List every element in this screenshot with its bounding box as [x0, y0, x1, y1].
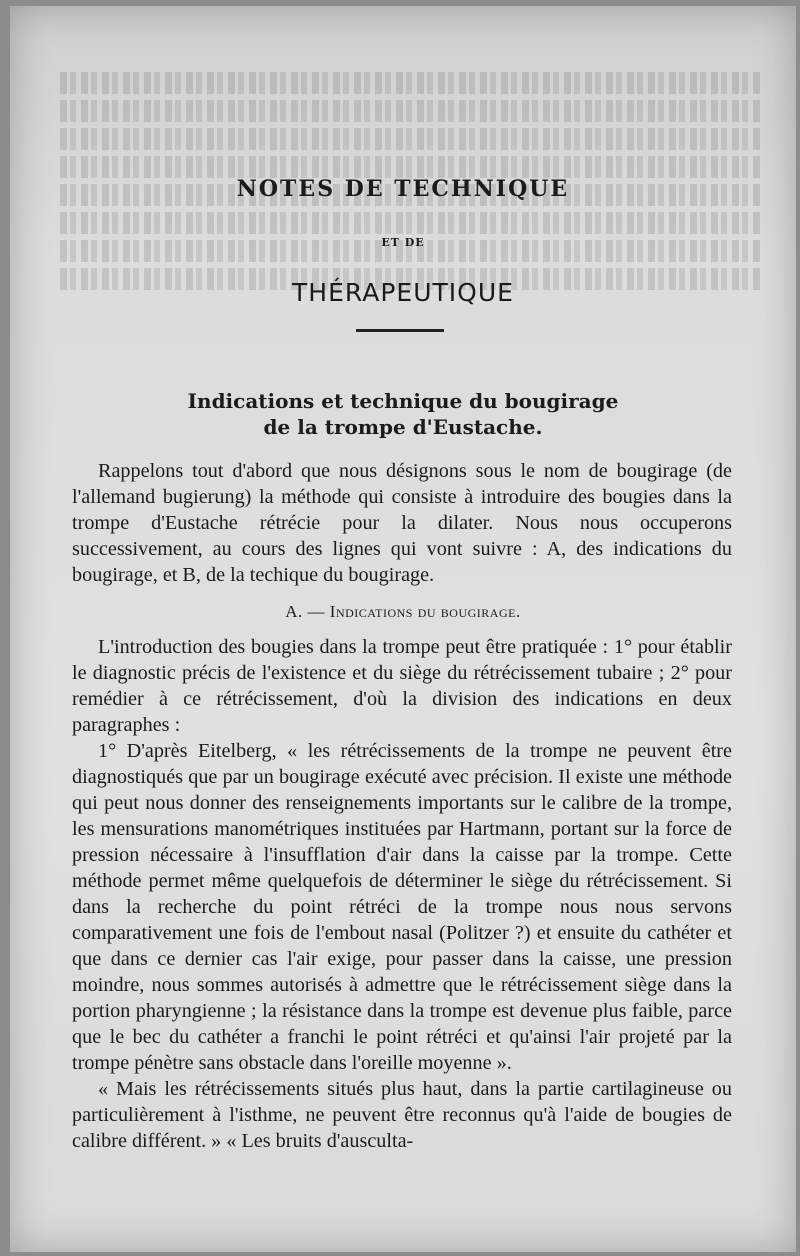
paragraph-retrecissements: « Mais les rétrécissements situés plus haut, dans la partie cartilagineuse ou particulièrement à l'isthme, ne peuvent être reconnus qu'à l'aide de bougies de calibre différent. » « Les bruits d'ausculta- — [72, 1078, 732, 1152]
intro-paragraph-block — [72, 458, 732, 588]
body-text-block — [72, 634, 732, 1154]
section-connector: ET DE — [381, 236, 425, 249]
section-big-title: THÉRAPEUTIQUE — [292, 278, 514, 307]
intro-paragraph: Rappelons tout d'abord que nous désignons sous le nom de bougirage (de l'allemand bugierung) la méthode qui consiste à introduire des bougies dans la trompe d'Eustache rétrécie pour la dilater. Nous nous occuperons successivement, au cours des lignes qui vont suivre : A, des indications du bougirage, et B, de la techique du bougirage. — [72, 460, 732, 586]
article-title — [10, 388, 796, 440]
paragraph-eitelberg: 1° D'après Eitelberg, « les rétrécissements de la trompe ne peuvent être diagnostiqués que par un bougirage exécuté avec précision. Il existe une méthode qui peut nous donner des renseignements importants sur le calibre de la trompe, les mensurations manométriques instituées par Hartmann, portant sur la force de pression nécessaire à l'insufflation d'air dans la caisse par la trompe. Cette méthode permet même quelquefois de déterminer le siège du rétrécissement. Si dans la recherche du point rétréci de la trompe nous nous servons comparativement une fois de l'embout nasal (Politzer ?) et ensuite du cathéter et que dans ce dernier cas l'air exige, pour passer dans la caisse, une pression moindre, nous sommes autorisés à admettre que le rétrécissement siège dans la portion pharyngienne ; la résistance dans la trompe est devenue plus faible, parce que le bec du cathéter a franchi le point rétréci et qu'ainsi l'air projeté par la trompe pénètre sans obstacle dans l'oreille moyenne ». — [72, 740, 732, 1074]
section-a-heading: A. — Indications du bougirage. — [285, 602, 521, 621]
title-rule — [356, 329, 444, 332]
paragraph-indications: L'introduction des bougies dans la trompe peut être pratiquée : 1° pour établir le diagnostic précis de l'existence et du siège du rétrécissement tubaire ; 2° pour remédier à ce rétrécissement, d'où la division des indications en deux paragraphes : — [72, 636, 732, 736]
article-title-line-1: Indications et technique du bougirage — [187, 389, 619, 413]
section-title: NOTES DE TECHNIQUE — [236, 176, 570, 202]
article-title-line-2: de la trompe d'Eustache. — [263, 415, 543, 439]
book-page — [10, 6, 796, 1252]
